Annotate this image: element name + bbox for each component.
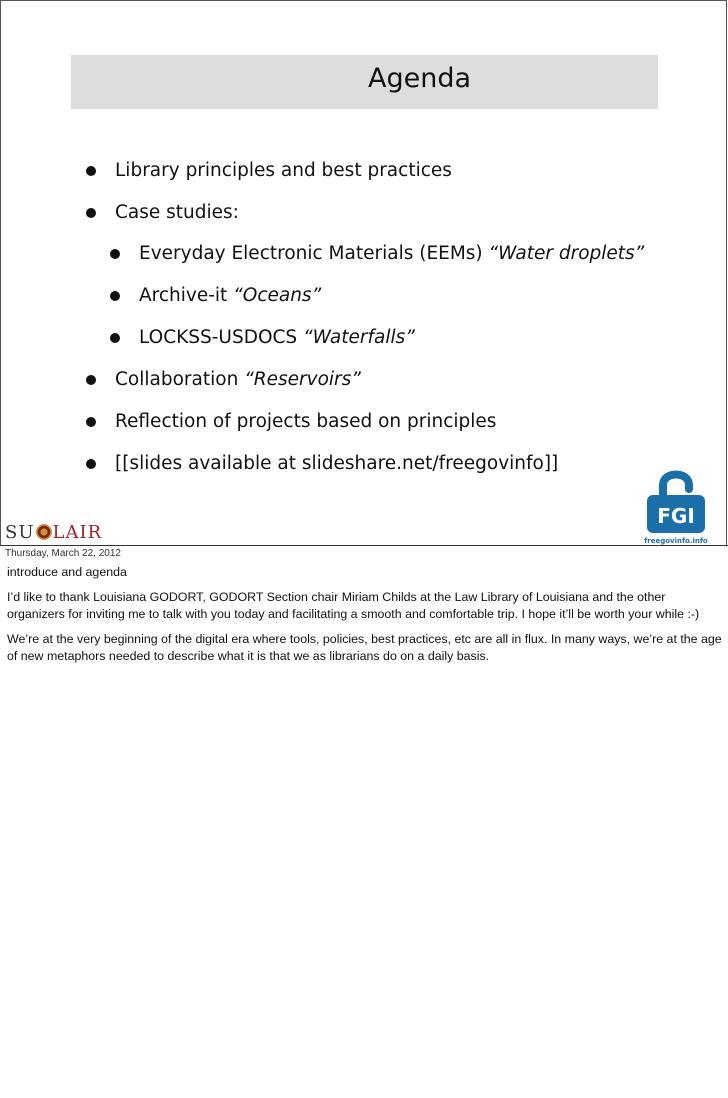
notes-date: Thursday, March 22, 2012: [5, 548, 121, 559]
logo-su-text: SU: [5, 522, 35, 543]
bullet-item: [139, 242, 644, 266]
notes-paragraph: We’re at the very beginning of the digital era where tools, policies, best practices, etc are all in flux. In many ways, we’re at the age of new metaphors needed to describe what it is that we as librarians do on a daily basis.: [7, 632, 722, 663]
bullet-emphasis: “Reservoirs”: [244, 369, 361, 390]
bullet-text: Reflection of projects based on principles: [115, 411, 497, 432]
bullet-item: [115, 452, 558, 476]
bullet-dot: [86, 417, 96, 427]
bullet-dot: [86, 459, 96, 469]
bullet-dot: [86, 208, 96, 218]
bullet-emphasis: “Waterfalls”: [303, 327, 415, 348]
bullet-dot: [86, 166, 96, 176]
bullet-item: [115, 368, 361, 392]
bullet-dot: [86, 375, 96, 385]
notes-paragraph: I’d like to thank Louisiana GODORT, GODORT Section chair Miriam Childs at the Law Library of Louisiana and the other organizers for inviting me to talk with you today and facilitating a smooth and comfortable trip. I hope it’ll be worth your while :-): [7, 590, 700, 621]
bullet-item: [139, 284, 321, 308]
svg-text:FGI: FGI: [657, 504, 695, 528]
bullet-item: [139, 326, 415, 350]
bullet-text: Archive-it: [139, 285, 234, 306]
notes-separator: [0, 545, 728, 546]
fgi-logo: [641, 463, 711, 547]
sulair-logo: [5, 522, 102, 543]
bullet-text: LOCKSS-USDOCS: [139, 327, 304, 348]
bullet-dot: [110, 249, 120, 259]
seal-icon: [36, 524, 52, 540]
bullet-dot: [110, 291, 120, 301]
bullet-dot: [110, 333, 120, 343]
bullet-emphasis: “Water droplets”: [488, 243, 645, 264]
bullet-emphasis: “Oceans”: [233, 285, 322, 306]
logo-lair-text: LAIR: [52, 522, 103, 543]
bullet-item: [115, 201, 239, 225]
bullet-item: [115, 159, 452, 183]
bullet-text: Collaboration: [115, 369, 245, 390]
slide: [0, 0, 727, 545]
bullet-text: Library principles and best practices: [115, 160, 452, 181]
bullet-text: [[slides available at slideshare.net/freegovinfo]]: [115, 453, 559, 474]
slide-title: Agenda: [367, 63, 472, 94]
bullet-text: Case studies:: [115, 202, 239, 223]
speaker-notes: [7, 564, 723, 673]
title-bar: [71, 55, 658, 109]
bullet-item: [115, 410, 496, 434]
notes-paragraph: introduce and agenda: [7, 565, 127, 579]
svg-text:freegovinfo.info: freegovinfo.info: [644, 537, 708, 545]
bullet-text: Everyday Electronic Materials (EEMs): [139, 243, 489, 264]
